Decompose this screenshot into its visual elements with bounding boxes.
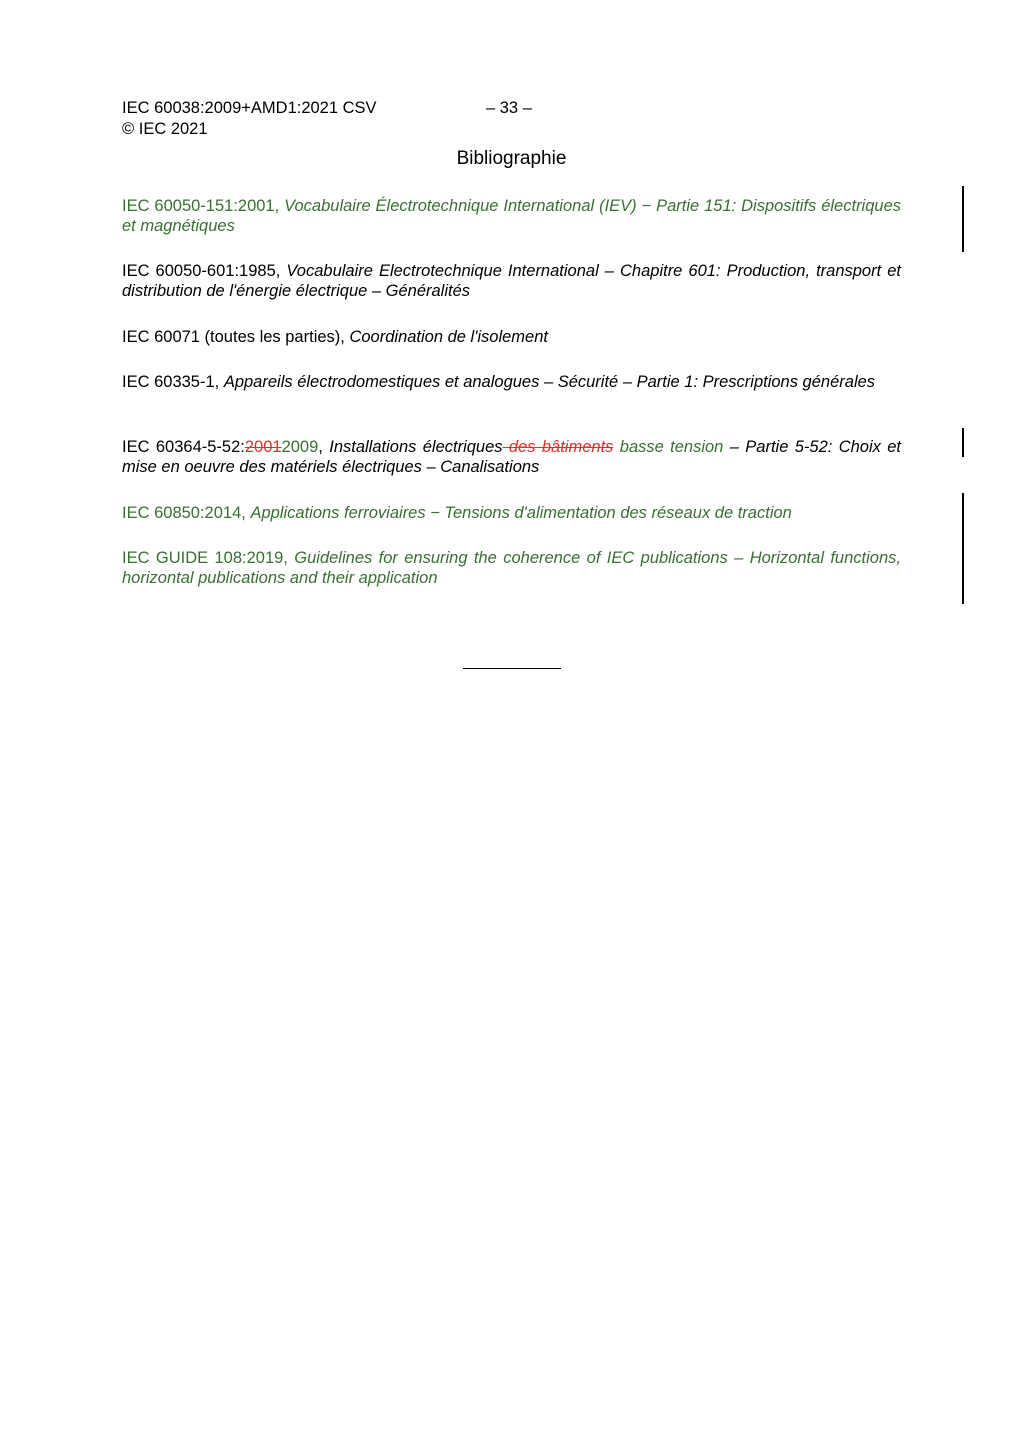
reference-code: IEC 60850:2014, (122, 504, 246, 522)
reference-code-suffix: , (318, 438, 323, 456)
header-doc-id: IEC 60038:2009+AMD1:2021 CSV (122, 99, 377, 117)
reference-iec-60850 (122, 503, 901, 523)
reference-title: Appareils électrodomestiques et analogues – Sécurité – Partie 1: Prescriptions générales (223, 373, 876, 391)
reference-code: IEC 60050-601:1985, (122, 262, 281, 280)
change-bar (962, 186, 964, 252)
reference-code-prefix: IEC 60364-5-52: (122, 438, 245, 456)
reference-code: IEC 60050-151:2001, (122, 197, 280, 215)
reference-title-part2: – Partie 5-52: Choix et mise en oeuvre des matériels électriques – Canalisations (122, 438, 902, 476)
reference-iec-60071 (122, 327, 901, 347)
change-bar (962, 428, 964, 457)
reference-iec-60335-1 (122, 372, 901, 392)
reference-code: IEC GUIDE 108:2019, (122, 549, 288, 567)
page-title: Bibliographie (456, 148, 567, 169)
end-rule (463, 668, 561, 669)
header-copyright: © IEC 2021 (122, 120, 208, 138)
reference-title-part1: Installations électriques (329, 438, 503, 456)
reference-iec-60050-601 (122, 261, 901, 301)
header-page-number: – 33 – (486, 99, 532, 117)
reference-title: Coordination de l'isolement (349, 328, 548, 346)
change-bar (962, 493, 964, 604)
reference-title: Vocabulaire Electrotechnique International – Chapitre 601: Production, transport et distribution de l'énergie électrique – Généralités (122, 262, 901, 300)
inserted-title-text: basse tension (613, 438, 724, 456)
reference-iec-60364-5-52 (122, 437, 901, 477)
reference-title: Applications ferroviaires − Tensions d'alimentation des réseaux de traction (250, 504, 792, 522)
deleted-title-text: des bâtiments (502, 438, 614, 456)
reference-iec-60050-151 (122, 196, 901, 236)
inserted-year: 2009 (281, 438, 319, 456)
reference-iec-guide-108 (122, 548, 901, 588)
reference-title: Vocabulaire Électrotechnique International (IEV) − Partie 151: Dispositifs électriques et magnétiques (122, 197, 902, 235)
reference-code: IEC 60335-1, (122, 373, 220, 391)
reference-title: Guidelines for ensuring the coherence of IEC publications – Horizontal functions, horizontal publications and their application (122, 549, 901, 587)
reference-code: IEC 60071 (toutes les parties), (122, 328, 345, 346)
deleted-year: 2001 (244, 438, 282, 456)
